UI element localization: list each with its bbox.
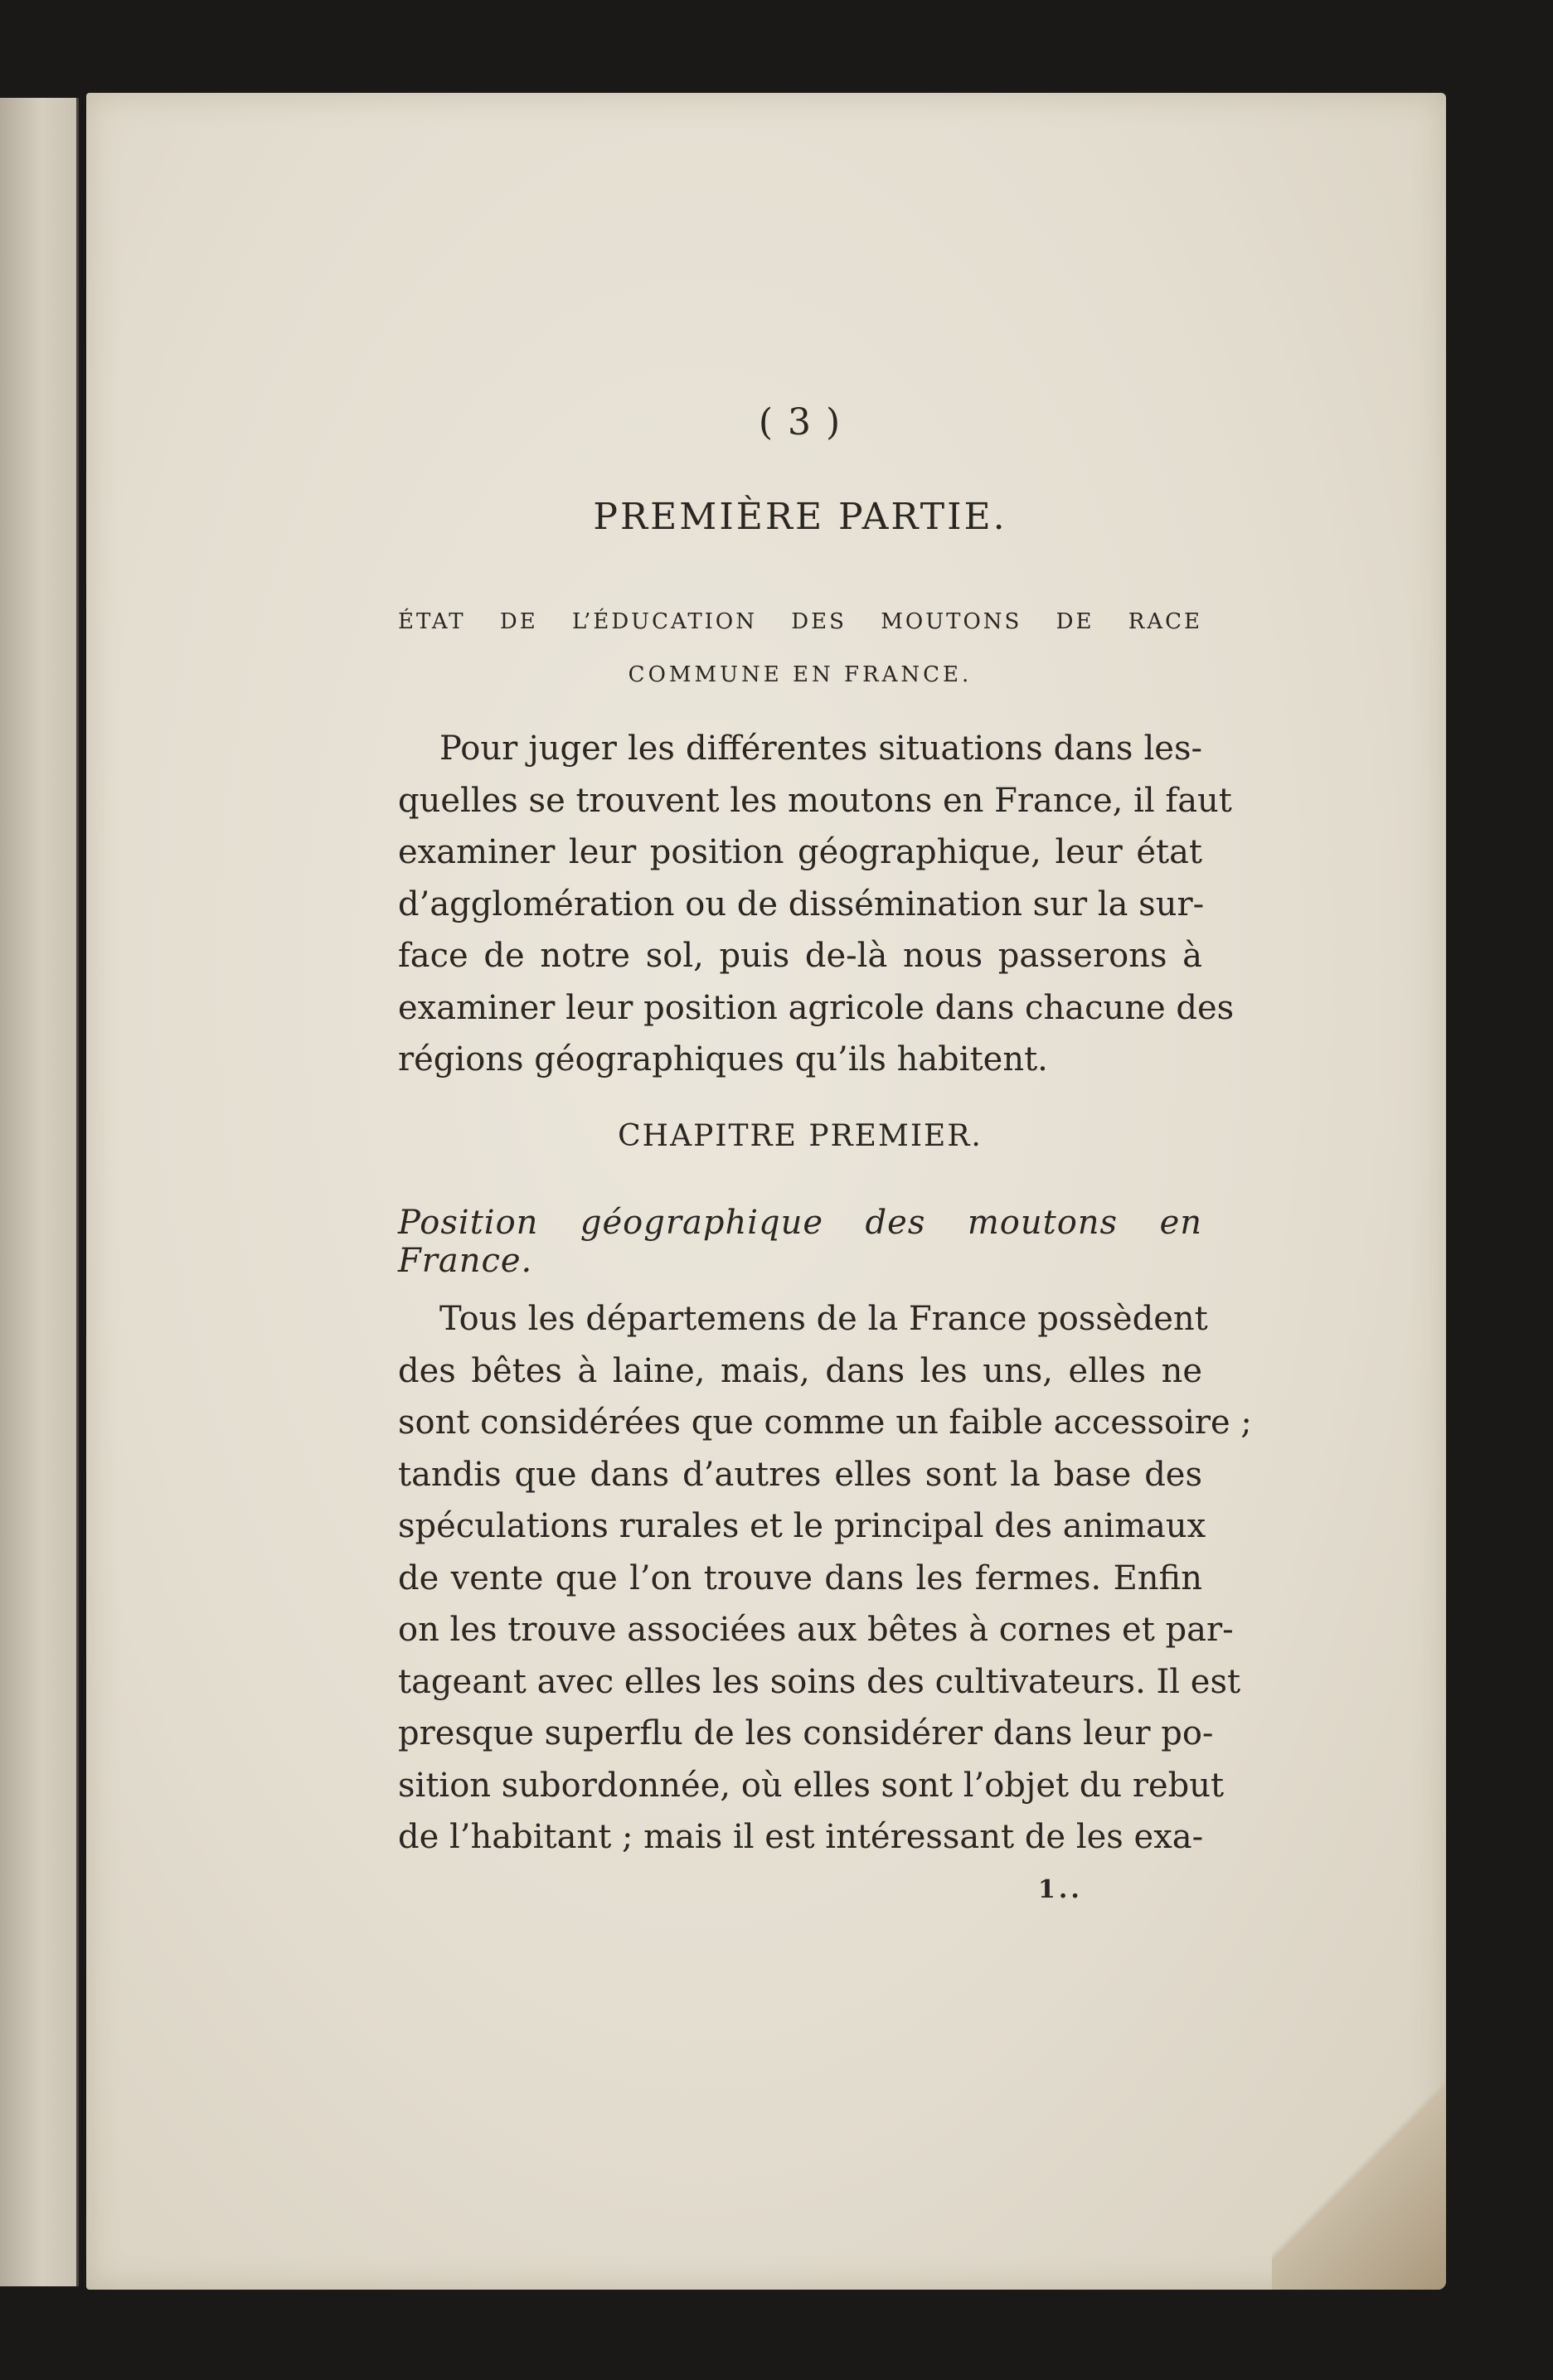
paragraph-line: face de notre sol, puis de-là nous passerons à — [398, 937, 1202, 975]
paragraph-line: des bêtes à laine, mais, dans les uns, elles ne — [398, 1351, 1202, 1390]
paragraph-line: presque superflu de les considérer dans leur po- — [398, 1714, 1214, 1752]
paragraph-body — [398, 1293, 1252, 1864]
paragraph-line: de l’habitant ; mais il est intéressant de les exa- — [398, 1818, 1204, 1856]
paragraph-line: examiner leur position géographique, leur état — [398, 833, 1202, 871]
chapter-title: CHAPITRE PREMIER. — [618, 1119, 983, 1153]
paragraph-line: sont considérées que comme un faible accessoire ; — [398, 1403, 1252, 1442]
paragraph-line: examiner leur position agricole dans chacune des — [398, 988, 1235, 1027]
paragraph-intro — [398, 723, 1235, 1086]
section-title-line-1: ÉTAT DE L’ÉDUCATION DES MOUTONS DE RACE — [398, 609, 1202, 634]
paragraph-line: tageant avec elles les soins des cultivateurs. Il est — [398, 1662, 1241, 1701]
chapter-subtitle: Position géographique des moutons en France. — [398, 1204, 1202, 1280]
signature-mark: 1.. — [1038, 1875, 1083, 1904]
paragraph-line: régions géographiques qu’ils habitent. — [398, 1040, 1048, 1079]
paragraph-line: tandis que dans d’autres elles sont la base des — [398, 1455, 1202, 1494]
paragraph-line: sition subordonnée, où elles sont l’objet du rebut — [398, 1766, 1225, 1805]
paragraph-line: quelles se trouvent les moutons en France, il faut — [398, 781, 1232, 820]
book-page — [86, 93, 1446, 2290]
paragraph-line: de vente que l’on trouve dans les fermes. Enfin — [398, 1558, 1202, 1597]
paragraph-line: d’agglomération ou de dissémination sur la sur- — [398, 885, 1205, 923]
paragraph-line: Tous les départemens de la France possèdent — [439, 1300, 1208, 1338]
section-title-line-2: COMMUNE EN FRANCE. — [628, 662, 973, 687]
previous-page-edge — [0, 98, 79, 2286]
paragraph-line: on les trouve associées aux bêtes à cornes et par- — [398, 1611, 1234, 1649]
paragraph-line: spéculations rurales et le principal des animaux — [398, 1507, 1206, 1545]
page-number: ( 3 ) — [758, 401, 842, 444]
part-title: PREMIÈRE PARTIE. — [593, 496, 1007, 538]
paragraph-line: Pour juger les différentes situations dans les- — [439, 730, 1202, 768]
